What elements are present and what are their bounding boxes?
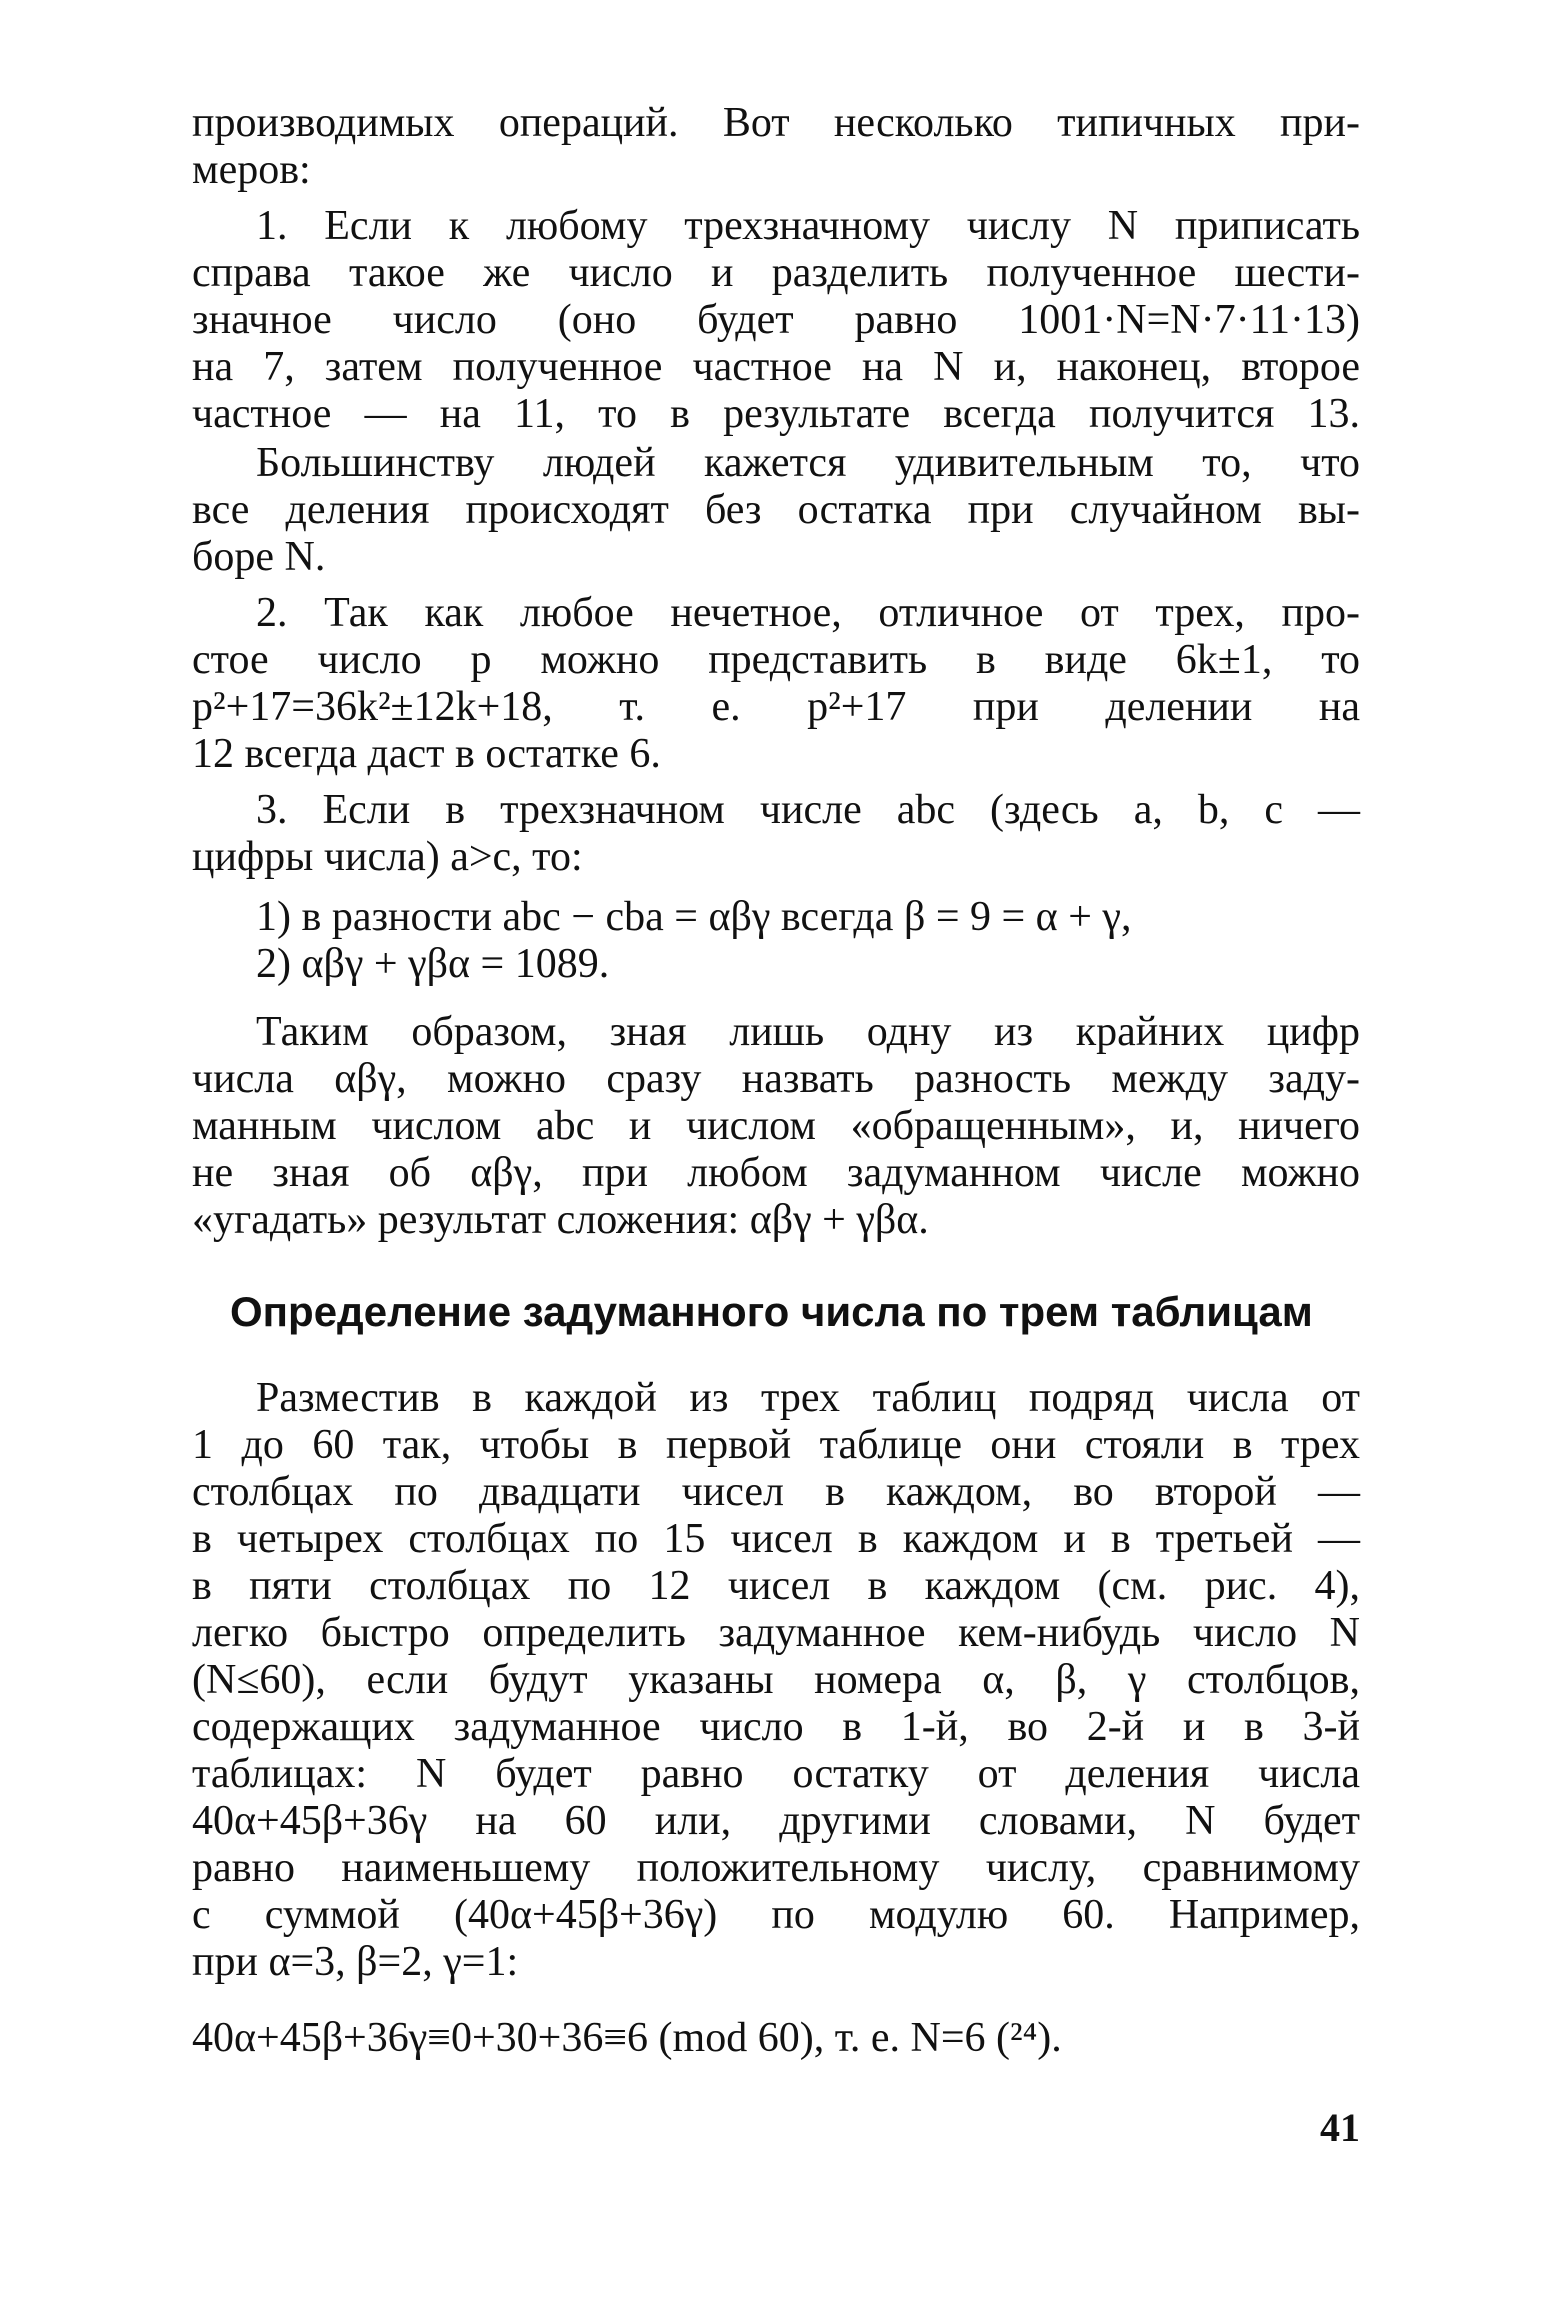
text-line: на 7, затем полученное частное на N и, наконец, второе [192,344,1360,390]
text-line: 2. Так как любое нечетное, отличное от трех, про- [256,590,1360,636]
text-line: 12 всегда даст в остатке 6. [192,731,661,777]
text-line: цифры числа) a>c, то: [192,834,583,880]
text-line: справа такое же число и разделить полученное шести- [192,250,1360,296]
text-line: 3. Если в трехзначном числе abc (здесь a, b, c — [256,787,1360,833]
text-line: легко быстро определить задуманное кем-нибудь число N [192,1610,1360,1656]
text-line: Разместив в каждой из трех таблиц подряд числа от [256,1375,1360,1421]
text-line: стое число p можно представить в виде 6k±1, то [192,637,1360,683]
text-line: (N≤60), если будут указаны номера α, β, γ столбцов, [192,1657,1360,1703]
text-line: производимых операций. Вот несколько типичных при- [192,100,1360,146]
text-line: Большинству людей кажется удивительным то, что [256,440,1360,486]
text-line: числа αβγ, можно сразу назвать разность между заду- [192,1056,1360,1102]
page-number: 41 [1320,2105,1360,2150]
text-line: с суммой (40α+45β+36γ) по модулю 60. Например, [192,1892,1360,1938]
text-line: в пяти столбцах по 12 чисел в каждом (см. рис. 4), [192,1563,1360,1609]
formula-line: 2) αβγ + γβα = 1089. [256,941,610,987]
text-line: меров: [192,147,311,193]
final-formula: 40α+45β+36γ≡0+30+36≡6 (mod 60), т. е. N=6 (²⁴). [192,2015,1062,2061]
section-heading: Определение задуманного числа по трем таблицам [230,1288,1313,1335]
text-line: не зная об αβγ, при любом задуманном числе можно [192,1150,1360,1196]
text-line: значное число (оно будет равно 1001·N=N·7·11·13) [192,297,1360,343]
text-line: Таким образом, зная лишь одну из крайних цифр [256,1009,1360,1055]
formula-line: 1) в разности abc − cba = αβγ всегда β = 9 = α + γ, [256,894,1132,940]
text-line: таблицах: N будет равно остатку от деления числа [192,1751,1360,1797]
text-line: содержащих задуманное число в 1-й, во 2-й и в 3-й [192,1704,1360,1750]
text-line: 1 до 60 так, чтобы в первой таблице они стояли в трех [192,1422,1360,1468]
text-line: боре N. [192,534,326,580]
text-line: 1. Если к любому трехзначному числу N приписать [256,203,1360,249]
text-line: все деления происходят без остатка при случайном вы- [192,487,1360,533]
text-line: p²+17=36k²±12k+18, т. е. p²+17 при делении на [192,684,1360,730]
text-line: 40α+45β+36γ на 60 или, другими словами, N будет [192,1798,1360,1844]
text-line: манным числом abc и числом «обращенным», и, ничего [192,1103,1360,1149]
text-line: при α=3, β=2, γ=1: [192,1939,519,1985]
text-line: «угадать» результат сложения: αβγ + γβα. [192,1197,929,1243]
text-line: равно наименьшему положительному числу, сравнимому [192,1845,1360,1891]
text-line: частное — на 11, то в результате всегда получится 13. [192,391,1360,437]
text-line: столбцах по двадцати чисел в каждом, во второй — [192,1469,1360,1515]
text-line: в четырех столбцах по 15 чисел в каждом и в третьей — [192,1516,1360,1562]
